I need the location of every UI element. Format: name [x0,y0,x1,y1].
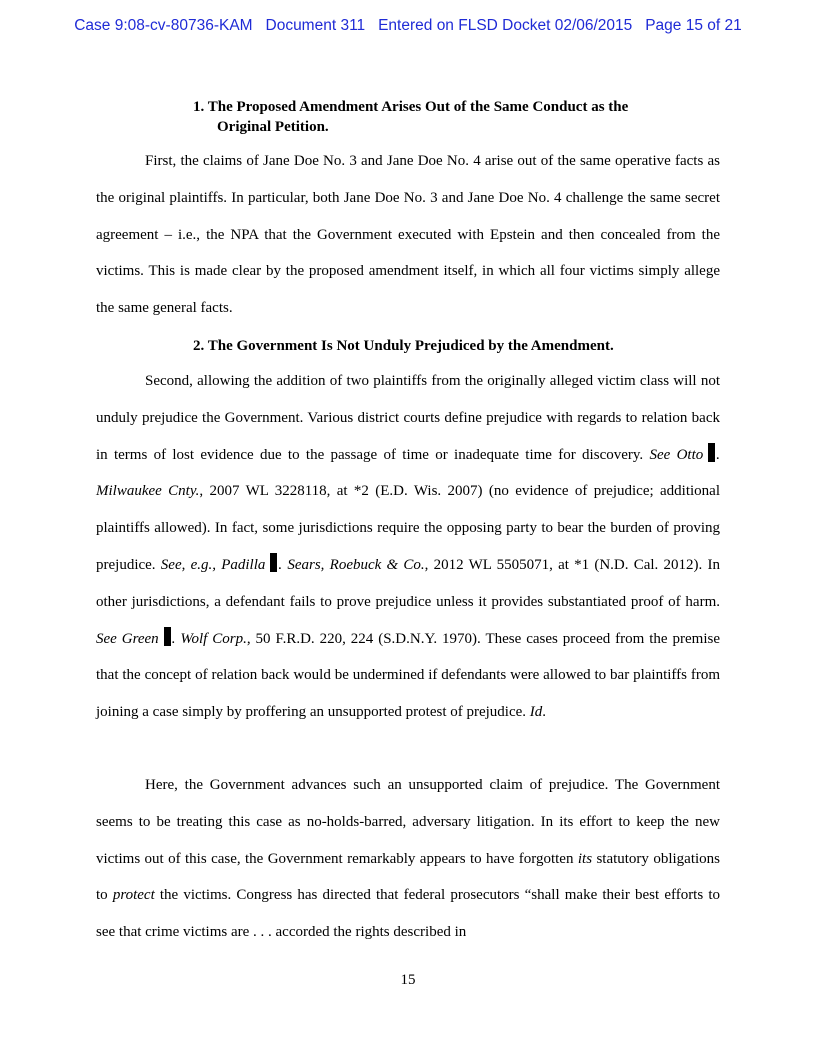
paragraph-2-text-5: . [542,704,547,721]
citation-otto: See Otto [649,446,704,463]
paragraph-2-text-1: Second, allowing the addition of two plaintiffs from the originally alleged victim class will not unduly prejudice the Government. Various district courts define prejudice with regards to relation back in terms of lost evidence due to the passage of time or inadequate time for discovery. [96,373,720,463]
redaction-bar [164,627,171,646]
redaction-bar [270,553,277,572]
citation-padilla: See, e.g., Padilla [160,556,266,573]
document-number: Document 311 [265,17,366,34]
redaction-bar [708,443,715,462]
section-heading-1-line-2: Original Petition. [217,119,329,135]
paragraph-3-text-1: Here, the Government advances such an unsupported claim of prejudice. The Government seems to be treating this case as no-holds-barred, adversary litigation. In its effort to keep the new victims out of this case, the Government remarkably appears to have forgotten [96,777,720,867]
citation-milwaukee: . Milwaukee Cnty. [96,446,720,500]
page-indicator: Page 15 of 21 [645,17,742,34]
docket-header [0,17,816,35]
paragraph-3 [96,767,720,951]
section-heading-2: 2. The Government Is Not Unduly Prejudiced by the Amendment. [193,338,614,354]
entered-date: Entered on FLSD Docket 02/06/2015 [378,17,633,34]
paragraph-2 [96,363,720,731]
case-number: Case 9:08-cv-80736-KAM [74,17,253,34]
section-heading-1-line-1: 1. The Proposed Amendment Arises Out of the Same Conduct as the [193,99,629,115]
paragraph-2-text-4: , 50 F.R.D. 220, 224 (S.D.N.Y. 1970). These cases proceed from the premise that the concept of relation back would be undermined if defendants were allowed to bar plaintiffs from joining a case simply by proffering an unsupported protest of prejudice. [96,630,720,721]
paragraph-2-text-3: , 2012 WL 5505071, at *1 (N.D. Cal. 2012). In other jurisdictions, a defendant fails to prove prejudice unless it provides substantiated proof of harm. [96,556,720,610]
paragraph-2-text-2: , 2007 WL 3228118, at *2 (E.D. Wis. 2007) (no evidence of prejudice; additional plaintiffs allowed). In fact, some jurisdictions require the opposing party to bear the burden of proving prejudice. [96,483,720,573]
paragraph-1-text: First, the claims of Jane Doe No. 3 and Jane Doe No. 4 arise out of the same operative facts as the original plaintiffs. In particular, both Jane Doe No. 3 and Jane Doe No. 4 challenge the same secret agreement – i.e., the NPA that the Government executed with Epstein and then concealed from the victims. This is made clear by the proposed amendment itself, in which all four victims simply allege the same general facts. [96,153,720,317]
paragraph-1 [96,143,720,327]
citation-sears: . Sears, Roebuck & Co. [278,556,425,573]
citation-id: Id [529,704,543,721]
paragraph-3-text-2: statutory obligations to [96,850,720,904]
paragraph-3-text-3: the victims. Congress has directed that federal prosecutors “shall make their best efforts to see that crime victims are . . . accorded the rights described in [96,887,720,941]
citation-wolf: . Wolf Corp. [171,630,247,647]
emphasis-protect: protect [112,887,155,904]
page-number: 15 [400,972,416,988]
emphasis-its: its [577,850,593,867]
citation-green: See Green [96,630,159,647]
